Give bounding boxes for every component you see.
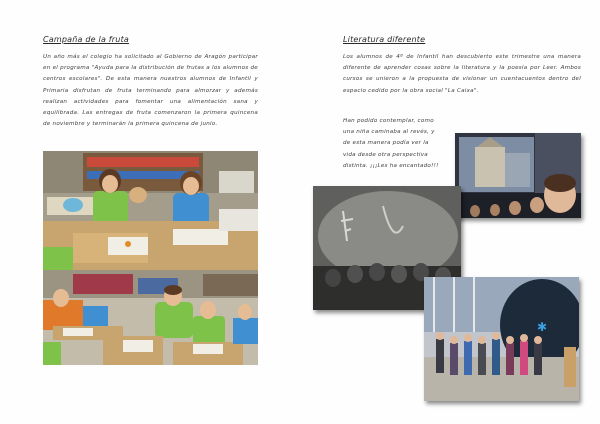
literature-title: Literatura diferente (343, 35, 426, 44)
classroom-fruit-photo (43, 151, 258, 270)
children-watching-illustration (455, 133, 581, 218)
caixa-dome-group-photo (424, 277, 579, 401)
fruit-campaign-text: Un año más el colegio ha solicitado al Gobierno de Aragón participar en el programa "Ayuda para la distribución de frutas a los alumnos de centros escolares". De esta manera nuestros alumnos de Infantil y Primaria disfrutan de fruta terminando para almorzar y además realizan actividades para fomentar una alimentación sana y equilibrada. Las entregas de fruta comenzaron la primera quincena de noviembre y terminarán la primera quincena de junio. (43, 54, 258, 128)
literature-text-2: Han podido contemplar, como una niña caminaba al revés, y de esta manera podía ver la vida desde otra perspectiva distinta. ¡¡¡Les ha encantado!!! (343, 118, 439, 169)
dome-group-illustration (424, 277, 579, 401)
literature-text: Los alumnos de 4º de Infantil han descubierto este trimestre una manera diferente de aprender cosas sobre la literatura y la poesía por Leer. Ambos cursos se unieron a la propuesta de visionar un cuentacuentos dentro del espacio cedido por la obra social "La Caixa". (343, 54, 581, 94)
children-watching-screen-photo (455, 133, 581, 218)
svg-text:✱: ✱ (536, 320, 548, 334)
classroom-children-illustration (43, 270, 258, 365)
classroom-fruit-illustration (43, 151, 258, 270)
classroom-children-photo (43, 270, 258, 365)
fruit-campaign-title: Campaña de la fruta (43, 35, 130, 44)
